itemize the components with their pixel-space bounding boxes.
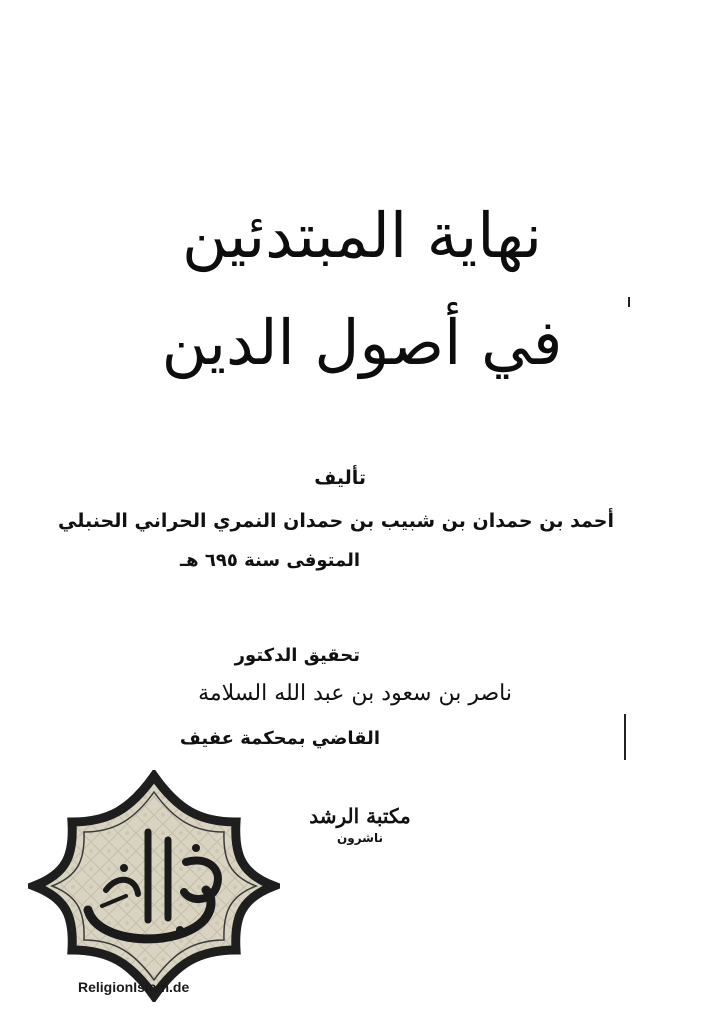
watermark-logo — [28, 770, 280, 1002]
author-death-date: المتوفى سنة ٦٩٥ هـ — [180, 550, 360, 571]
margin-mark-top — [628, 297, 630, 307]
margin-mark-bottom — [624, 714, 626, 760]
publisher-name: مكتبة الرشد — [309, 804, 411, 828]
logo-frame-shape — [34, 776, 274, 996]
book-title-line-1: نهاية المبتدئين — [181, 199, 542, 272]
editor-title: القاضي بمحكمة عفيف — [179, 728, 380, 749]
publisher-logo — [300, 805, 420, 845]
publisher-subtitle: ناشرون — [337, 831, 383, 845]
authorship-label: تأليف — [314, 467, 366, 489]
book-title-line-2: في أصول الدين — [161, 306, 563, 379]
author-name: أحمد بن حمدان بن شبيب بن حمدان النمري الحراني الحنبلي — [58, 510, 614, 532]
editor-name: ناصر بن سعود بن عبد الله السلامة — [198, 681, 512, 706]
watermark-site: ReligionIslam.de — [78, 979, 190, 995]
editor-label: تحقيق الدكتور — [234, 645, 360, 666]
